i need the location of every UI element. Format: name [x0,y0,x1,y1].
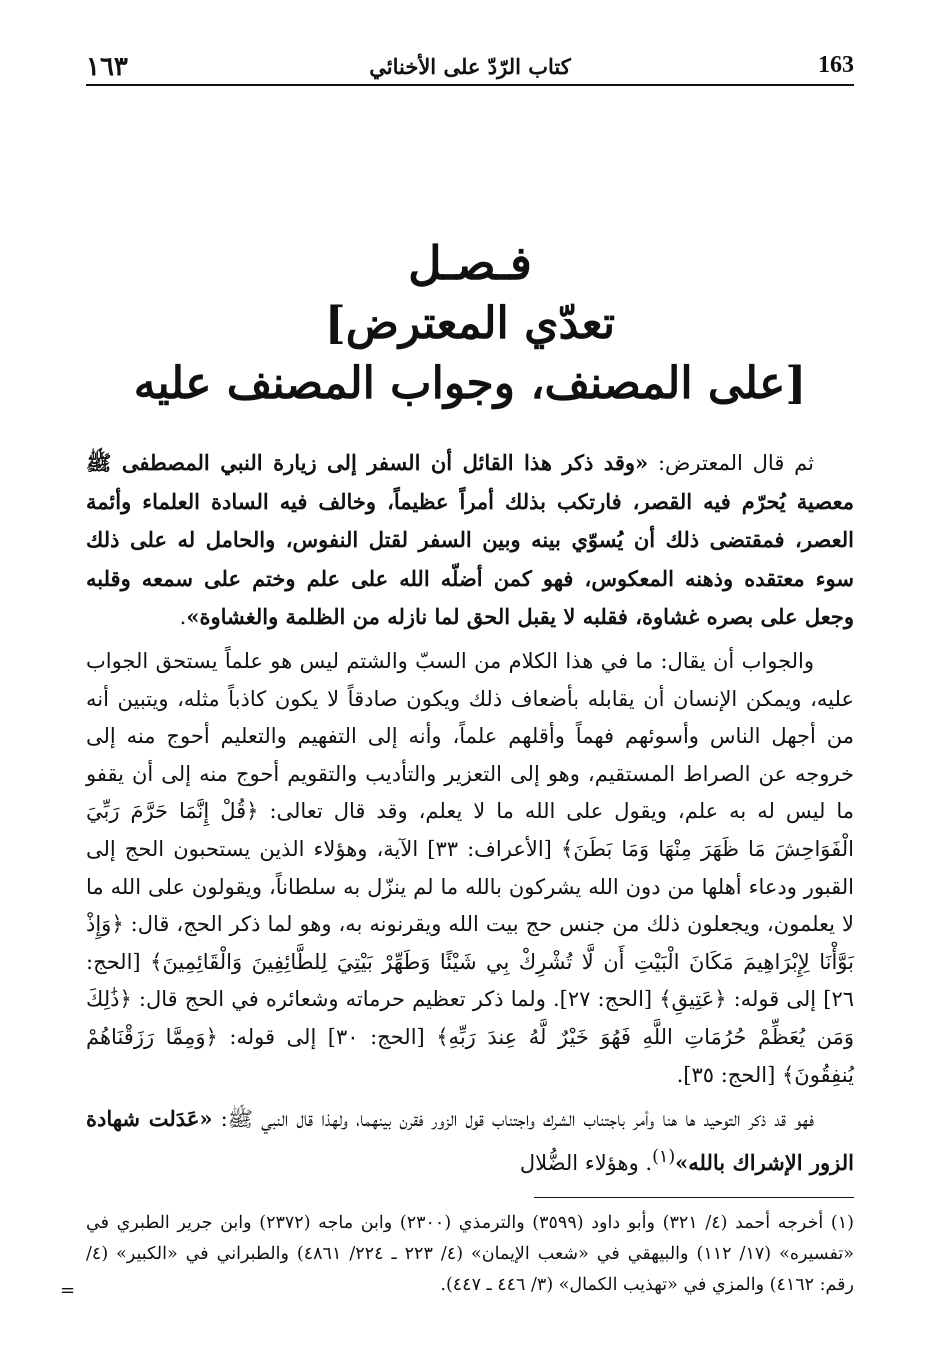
answer-text-c: [الحج: ٢٦] إلى قوله: [86,949,855,1012]
tawhid-text-a: فهو قد ذكر التوحيد ها هنا وأمر باجتناب الشرك واجتناب قول الزور فقرن بينهما، ولهذا قال النبي ﷺ: [212,1107,814,1132]
quran-verse-hajj-27: ﴿عَتِيقِ﴾ [659,987,727,1012]
quran-verse-hajj-26: ﴿وَإِذْ بَوَّأْنَا لِإِبْرَاهِيمَ مَكَانَ الْبَيْتِ أَن لَّا تُشْرِكْ بِي شَيْئًا وَطَهِّرْ بَيْتِيَ لِلطَّائِفِينَ وَالْقَائِمِينَ﴾ [86,912,854,974]
hadith-quote: «عَدَلت شهادة الزور الإشراك بالله» [86,1106,854,1175]
section-heading [86,232,854,414]
footnote-divider [534,1197,854,1198]
main-text [86,444,854,1182]
quran-verse-hajj-35: ﴿وَمِمَّا رَزَقْنَاهُمْ يُنفِقُونَ﴾ [86,1024,854,1087]
footnote-1: (١) أخرجه أحمد (٤/ ٣٢١) وأبو داود (٣٥٩٩) والترمذي (٢٣٠٠) وابن ماجه (٢٣٧٢) وابن جرير الطبري في «تفسيره» (١٧/ ١١٢) والبيهقي في «شعب الإيمان» (٤/ ٢٢٣ ـ ٢٢٤/ ٤٨٦١) والطبراني في «الكبير» (٤/ رقم: ٤١٦٢) والمزي في «تهذيب الكمال» (٣/ ٤٤٦ ـ ٤٤٧). [86,1213,854,1295]
running-header [86,44,854,86]
tawhid-text-b: . وهؤلاء الضُّلال [519,1150,653,1175]
quran-verse-hajj-30: ﴿ذَٰلِكَ وَمَن يُعَظِّمْ حُرُمَاتِ اللَّهِ فَهُوَ خَيْرٌ لَّهُ عِندَ رَبِّهِ﴾ [86,987,855,1049]
answer-text-f: [الحج: ٣٥]. [676,1062,782,1087]
section-title-line-2: على المصنف، وجواب المصنف عليه] [133,358,807,409]
objection-end: . [179,605,187,630]
answer-text-e: [الحج: ٣٠] إلى قوله: [217,1024,437,1049]
margin-mark: = [60,1280,76,1301]
footnote-reference[interactable]: (١) [652,1146,676,1167]
answer-text-a: والجواب أن يقال: ما في هذا الكلام من السبّ والشتم ليس هو علماً يستحق الجواب عليه، ويمكن الإنسان أن يقابله بأضعاف ذلك ويكون صادقاً لا يكون كاذباً مثله، ويتبين أنه من أجهل الناس وأسوئهم فهماً وأقلهم علماً، وأنه إلى التفهيم والتعليم أحوج منه إلى خروجه عن الصراط المستقيم، وهو إلى التعزير والتأديب والتقويم أحوج منه إلى أن يقفو ما ليس له به علم، ويقول على الله ما لا يعلم، وقد قال تعالى: [86,648,854,824]
objection-quote: «وقد ذكر هذا القائل أن السفر إلى زيارة النبي المصطفى ﷺ معصية يُحرّم فيه القصر، فارتكب بذلك أمراً عظيماً، وخالف فيه السادة العلماء وأئمة العصر، فمقتضى ذلك أن يُسوّي بينه وبين السفر لقتل النفوس، والحامل له على ذلك سوء معتقده وذهنه المعكوس، فهو كمن أضلّه الله على علم وختم على سمعه وقلبه وجعل على بصره غشاوة، فقلبه لا يقبل الحق لما نازله من الظلمة والغشاوة» [86,450,854,630]
paragraph-answer [86,643,854,1094]
fasl-heading: فـصـل [408,236,532,290]
section-title-line-1: [تعدّي المعترض [324,298,616,349]
paragraph-tawhid [86,1100,854,1182]
answer-text-b: [الأعراف: ٣٣] الآية، وهؤلاء الذين يستحبون الحج إلى القبور ودعاء أهلها من دون الله يشركون بالله ما لم ينزّل به سلطاناً، ويقولون على الله ما لا يعلمون، ويجعلون ذلك من جنس حج بيت الله ويقرنونه به، وهو لما ذكر الحج، قال: [86,836,854,937]
answer-text-d: [الحج: ٢٧]. ولما ذكر تعظيم حرماته وشعائره في الحج قال: [131,987,660,1012]
objection-intro: ثم قال المعترض: [648,451,814,475]
page-number-arabic: ١٦٣ [86,52,128,82]
page-number-latin: 163 [818,52,854,78]
running-title: كتاب الرّدّ على الأخنائي [369,54,571,79]
paragraph-objection [86,444,854,637]
quran-verse-araf: ﴿قُلْ إِنَّمَا حَرَّمَ رَبِّيَ الْفَوَاحِشَ مَا ظَهَرَ مِنْهَا وَمَا بَطَنَ﴾ [86,799,854,861]
